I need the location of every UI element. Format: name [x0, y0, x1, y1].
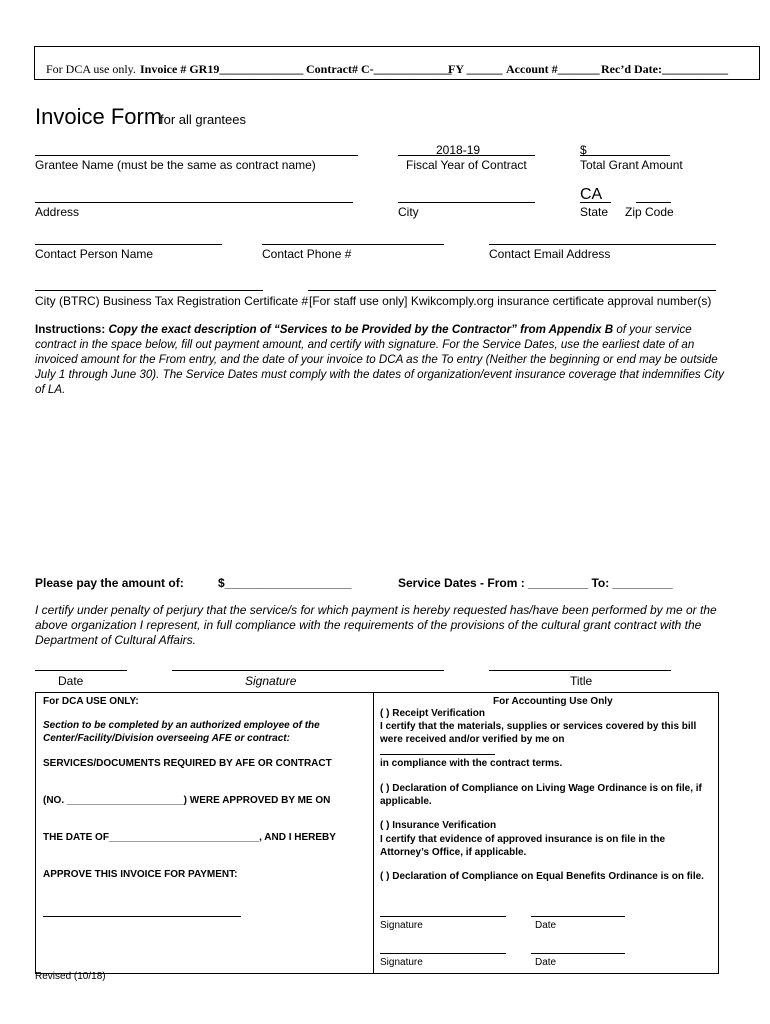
accounting-signature-label-1: Signature [380, 920, 423, 931]
contact-phone-line[interactable] [262, 244, 444, 245]
living-wage-checkbox[interactable]: ( ) Declaration of Compliance on Living Wage Ordinance is on file, if applicable. [380, 783, 702, 807]
accounting-date-line-2[interactable] [531, 953, 625, 954]
fy-field[interactable]: FY ______ [448, 62, 503, 76]
city-line[interactable] [398, 202, 535, 203]
dca-use-only-label: For DCA use only. [46, 62, 136, 76]
zip-line[interactable] [636, 202, 671, 203]
revised-note: Revised (10/18) [35, 971, 106, 982]
btrc-label: City (BTRC) Business Tax Registration Certificate # [35, 294, 309, 308]
contact-email-label: Contact Email Address [489, 247, 611, 261]
instructions-label: Instructions: [35, 323, 106, 336]
recd-date-field[interactable]: Rec’d Date:___________ [601, 62, 728, 76]
accounting-signature-label-2: Signature [380, 957, 423, 968]
contact-phone-label: Contact Phone # [262, 247, 352, 261]
services-docs-label: SERVICES/DOCUMENTS REQUIRED BY AFE OR CONTRACT [43, 758, 332, 769]
fiscal-year-value[interactable]: 2018-19 [436, 143, 481, 157]
zip-label: Zip Code [625, 205, 674, 219]
service-dates-field[interactable]: Service Dates - From : _________ To: _________ [398, 576, 673, 590]
kwikcomply-line[interactable] [308, 290, 716, 291]
approval-box-divider [373, 692, 374, 973]
accounting-heading: For Accounting Use Only [493, 696, 613, 707]
contact-email-line[interactable] [489, 244, 716, 245]
certification-text: I certify under penalty of perjury that the service/s for which payment is hereby requested has/have been performed by me or the above organization I represent, in full compliance with the requirements of the provisions of the cultural grant contract with the Department of Cultural Affairs. [35, 603, 717, 647]
page-subtitle: for all grantees [160, 112, 246, 127]
fiscal-year-label: Fiscal Year of Contract [406, 158, 527, 172]
title-line[interactable] [489, 670, 671, 671]
approver-signature-line[interactable] [43, 916, 241, 917]
grant-amount-label: Total Grant Amount [580, 158, 683, 172]
signature-line[interactable] [172, 670, 444, 671]
receipt-verification-checkbox[interactable]: ( ) Receipt Verification [380, 708, 486, 719]
accounting-signature-line-2[interactable] [380, 953, 506, 954]
equal-benefits-checkbox[interactable]: ( ) Declaration of Compliance on Equal Benefits Ordinance is on file. [380, 871, 704, 882]
invoice-number-field[interactable]: Invoice # GR19______________ [140, 62, 304, 76]
instructions-bold-text: Copy the exact description of “Services to be Provided by the Contractor” from Appendix B [108, 323, 614, 336]
signature-label: Signature [245, 674, 297, 688]
section-note: Section to be completed by an authorized employee of the Center/Facility/Division overseeing AFE or contract: [43, 720, 320, 744]
dca-use-only-heading: For DCA USE ONLY: [43, 696, 139, 707]
approved-number-field[interactable]: (NO. _____________________) WERE APPROVED BY ME ON [43, 795, 331, 806]
contact-person-line[interactable] [35, 244, 222, 245]
receipt-verification-text: I certify that the materials, supplies or services covered by this bill were received and/or verified by me on [380, 721, 697, 745]
accounting-date-label-1: Date [535, 920, 557, 931]
insurance-verification-checkbox[interactable]: ( ) Insurance Verification [380, 820, 497, 831]
compliance-text: in compliance with the contract terms. [380, 758, 563, 769]
title-label: Title [570, 674, 593, 688]
grantee-name-label: Grantee Name (must be the same as contract name) [35, 158, 316, 172]
pay-amount-field[interactable]: $___________________ [218, 576, 352, 590]
btrc-line[interactable] [35, 290, 263, 291]
city-label: City [398, 205, 419, 219]
accounting-signature-line-1[interactable] [380, 916, 506, 917]
contact-person-label: Contact Person Name [35, 247, 154, 261]
approval-date-field[interactable]: THE DATE OF___________________________, AND I HEREBY [43, 832, 336, 843]
grant-amount-line[interactable] [580, 155, 670, 156]
contract-number-field[interactable]: Contract# C-_____________ [306, 62, 452, 76]
state-value[interactable]: CA [580, 186, 603, 203]
accounting-date-line-1[interactable] [531, 916, 625, 917]
kwikcomply-label: [For staff use only] Kwikcomply.org insurance certificate approval number(s) [309, 294, 712, 308]
pay-amount-label: Please pay the amount of: [35, 576, 184, 590]
address-label: Address [35, 205, 80, 219]
page-title: Invoice Form [35, 104, 163, 129]
date-signature-line[interactable] [35, 670, 127, 671]
instructions-paragraph [35, 322, 735, 397]
date-label: Date [58, 674, 84, 688]
approve-invoice-label: APPROVE THIS INVOICE FOR PAYMENT: [43, 869, 238, 880]
grant-amount-value[interactable]: $ [580, 143, 587, 157]
accounting-date-label-2: Date [535, 957, 557, 968]
instructions-text: of your service contract in the space below, fill out payment amount, and certify with signature. For the Service Dates, use the earliest date of an invoiced amount for the From entry, and the date of your invoice to DCA as the To entry (Neither the beginning or end may be outside July 1 through June 30). The Service Dates must comply with the dates of organization/event insurance coverage that indemnifies City of LA. [35, 323, 724, 396]
grantee-name-line[interactable] [35, 155, 358, 156]
insurance-verification-text: I certify that evidence of approved insurance is on file in the Attorney’s Office, if applicable. [380, 834, 666, 858]
receipt-date-line[interactable] [380, 754, 495, 755]
address-line[interactable] [35, 202, 353, 203]
account-field[interactable]: Account #_______ [506, 62, 600, 76]
state-label: State [580, 205, 609, 219]
